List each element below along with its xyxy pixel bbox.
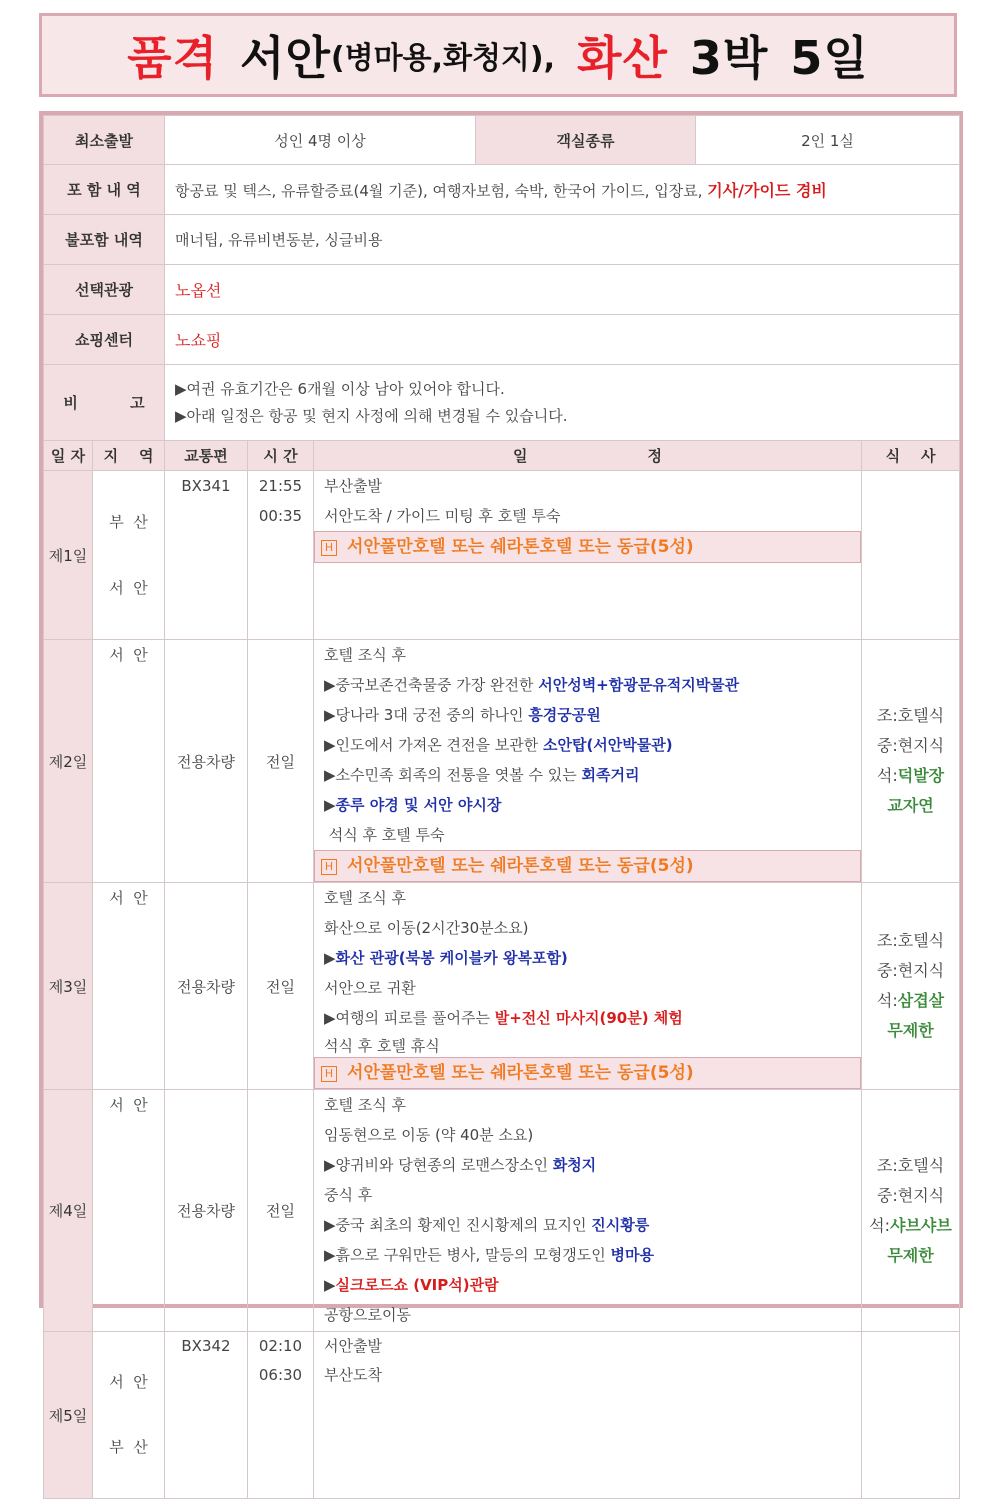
schedule-highlight: 서안성벽+함광문유적지박물관	[538, 676, 740, 694]
transport: 전용차량	[165, 1090, 248, 1332]
region-2: 부 산	[109, 1438, 148, 1456]
header-region: 지 역	[93, 441, 165, 471]
schedule-line: 공항으로이동	[324, 1306, 411, 1324]
meal-highlight: 샤브샤브	[890, 1215, 952, 1235]
schedule-text: ▶소수민족 회족의 전통을 엿볼 수 있는	[324, 766, 582, 784]
title-part1: 품격	[127, 31, 219, 85]
title-part3: (병마용,화청지),	[330, 41, 556, 76]
schedule-highlight: 발+전신 마사지(90분) 체험	[494, 1009, 683, 1027]
day-row-2	[44, 640, 960, 883]
schedule-line	[324, 790, 861, 820]
schedule-highlight: 소안탑(서안박물관)	[542, 736, 673, 754]
schedule-line: 호텔 조식 후	[324, 1096, 406, 1114]
title-part2: 서안	[240, 31, 331, 85]
incl-text: 항공료 및 텍스, 유류할증료(4월 기준), 여행자보험, 숙박, 한국어 가이드, 입장료,	[175, 182, 703, 200]
incl-label: 포 함 내 역	[44, 165, 165, 215]
schedule-line: 화산으로 이동(2시간30분소요)	[324, 919, 529, 937]
excl-value: 매너팁, 유류비변동분, 싱글비용	[165, 215, 960, 265]
meal-dinner	[862, 761, 959, 791]
schedule-line	[324, 1210, 861, 1240]
transport: 전용차량	[165, 640, 248, 883]
schedule-highlight: 회족거리	[581, 766, 640, 784]
header-meal: 식 사	[862, 441, 960, 471]
info-row-excl	[44, 215, 960, 265]
hotel-line	[314, 850, 861, 882]
schedule-highlight: 화산 관광(북봉 케이블카 왕복포함)	[335, 949, 568, 967]
transport-cell	[165, 1332, 248, 1499]
schedule-text: ▶당나라 3대 궁전 중의 하나인	[324, 706, 529, 724]
day-row-3	[44, 883, 960, 1090]
schedule-line	[324, 943, 861, 973]
meal-prefix: 석:	[869, 1215, 891, 1235]
meal-breakfast: 조:호텔식	[876, 931, 945, 950]
region-cell	[93, 640, 165, 883]
schedule-header-row	[44, 441, 960, 471]
min-label: 최소출발	[44, 116, 165, 165]
schedule-line: 호텔 조식 후	[324, 646, 406, 664]
schedule-line: 서안으로 귀환	[324, 979, 416, 997]
schedule-cell	[314, 1090, 862, 1332]
hotel-text: 서안풀만호텔 또는 쉐라톤호텔 또는 동급(5성)	[347, 1063, 694, 1083]
schedule-line: 호텔 조식 후	[324, 889, 406, 907]
header-schedule: 일 정	[314, 441, 862, 471]
schedule-cell	[314, 640, 862, 883]
schedule-text: ▶중국 최초의 황제인 진시황제의 묘지인	[324, 1216, 592, 1234]
header-time: 시 간	[248, 441, 314, 471]
info-row-shop	[44, 315, 960, 365]
day-row-1	[44, 471, 960, 640]
schedule-line	[324, 670, 861, 700]
schedule-line	[324, 1150, 861, 1180]
meal-prefix: 석:	[876, 991, 898, 1010]
time: 전일	[248, 883, 314, 1090]
time-cell	[248, 471, 314, 640]
shop-value-cell	[165, 315, 960, 365]
region-cell	[93, 471, 165, 640]
note-line-2: ▶아래 일정은 항공 및 현지 사정에 의해 변경될 수 있습니다.	[175, 406, 568, 425]
schedule-line: 석식 후 호텔 휴식	[324, 1037, 440, 1055]
schedule-line	[324, 1240, 861, 1270]
day-label: 제2일	[44, 640, 93, 883]
schedule-text: ▶	[324, 949, 336, 967]
meal-dinner-2: 무제한	[887, 1245, 934, 1265]
meal-cell	[862, 640, 960, 883]
schedule-line: 서안출발	[324, 1337, 382, 1355]
day-label: 제1일	[44, 471, 93, 640]
meal-lunch: 중:현지식	[876, 961, 945, 980]
region-cell	[93, 1090, 165, 1332]
schedule-highlight: 흥경궁공원	[528, 706, 601, 724]
region-1: 서 안	[109, 889, 148, 907]
meal-cell	[862, 1090, 960, 1332]
title-part4: 화산	[577, 31, 668, 85]
room-value: 2인 1실	[696, 116, 960, 165]
schedule-line: 임동현으로 이동 (약 40분 소요)	[324, 1126, 534, 1144]
meal-prefix: 석:	[876, 766, 898, 785]
schedule-line: 서안도착 / 가이드 미팅 후 호텔 투숙	[324, 507, 561, 525]
schedule-cell	[314, 883, 862, 1090]
schedule-highlight: 화청지	[552, 1156, 597, 1174]
info-row-min	[44, 116, 960, 165]
schedule-line: 중식 후	[324, 1186, 373, 1204]
time-1: 21:55	[258, 477, 303, 495]
note-line-1: ▶여권 유효기간은 6개월 이상 남아 있어야 합니다.	[175, 379, 505, 398]
option-label: 선택관광	[44, 265, 165, 315]
schedule-highlight: 진시황릉	[591, 1216, 650, 1234]
info-row-incl	[44, 165, 960, 215]
transport: 전용차량	[165, 883, 248, 1090]
hotel-text: 서안풀만호텔 또는 쉐라톤호텔 또는 동급(5성)	[347, 856, 694, 876]
meal-breakfast: 조:호텔식	[876, 706, 945, 725]
option-value: 노옵션	[175, 281, 222, 300]
meal-breakfast: 조:호텔식	[876, 1155, 945, 1175]
region-cell	[93, 1332, 165, 1499]
hotel-icon: H	[321, 859, 337, 875]
schedule-line	[324, 730, 861, 760]
meal-dinner-2: 교자연	[887, 796, 934, 815]
meal-highlight: 삼겹살	[897, 991, 945, 1010]
note-value	[165, 365, 960, 441]
meal-cell	[862, 1332, 960, 1499]
option-value-cell	[165, 265, 960, 315]
transport: BX341	[181, 477, 231, 495]
day-label: 제3일	[44, 883, 93, 1090]
day-label: 제4일	[44, 1090, 93, 1332]
schedule-line	[324, 760, 861, 790]
schedule-line: 부산출발	[324, 477, 382, 495]
page-title	[39, 13, 957, 97]
region-1: 서 안	[109, 1373, 148, 1391]
time-1: 02:10	[258, 1337, 303, 1355]
incl-value	[165, 165, 960, 215]
hotel-text: 서안풀만호텔 또는 쉐라톤호텔 또는 동급(5성)	[347, 537, 694, 557]
time-2: 06:30	[258, 1366, 303, 1384]
schedule-line	[324, 1003, 861, 1033]
day-row-5	[44, 1332, 960, 1499]
time-cell	[248, 1332, 314, 1499]
time: 전일	[248, 1090, 314, 1332]
transport: BX342	[181, 1337, 231, 1355]
schedule-line: 부산도착	[324, 1366, 382, 1384]
day-label: 제5일	[44, 1332, 93, 1499]
header-transport: 교통편	[165, 441, 248, 471]
schedule-cell	[314, 471, 862, 640]
region-1: 서 안	[109, 1096, 148, 1114]
schedule-text: ▶중국보존건축물중 가장 완전한	[324, 676, 539, 694]
meal-cell	[862, 883, 960, 1090]
note-label: 비 고	[44, 365, 165, 441]
shop-value: 노쇼핑	[175, 331, 222, 350]
meal-cell	[862, 471, 960, 640]
room-label: 객실종류	[476, 116, 696, 165]
schedule-highlight: 실크로드쇼 (VIP석)관람	[335, 1276, 499, 1294]
min-value: 성인 4명 이상	[165, 116, 476, 165]
region-cell	[93, 883, 165, 1090]
hotel-line	[314, 531, 861, 563]
title-part6: 5일	[790, 31, 869, 85]
schedule-text: ▶인도에서 가져온 견전을 보관한	[324, 736, 543, 754]
meal-dinner	[862, 1211, 959, 1241]
incl-red-text: 기사/가이드 경비	[707, 181, 827, 200]
day-row-4	[44, 1090, 960, 1332]
meal-dinner-2: 무제한	[887, 1021, 934, 1040]
meal-lunch: 중:현지식	[876, 1185, 945, 1205]
transport-cell	[165, 471, 248, 640]
title-part5: 3박	[689, 31, 769, 85]
schedule-cell	[314, 1332, 862, 1499]
time-2: 00:35	[258, 507, 303, 525]
schedule-text: ▶여행의 피로를 풀어주는	[324, 1009, 495, 1027]
hotel-line	[314, 1057, 861, 1089]
itinerary-table	[43, 115, 960, 1499]
schedule-highlight: 병마용	[610, 1246, 654, 1264]
schedule-line	[324, 1270, 861, 1300]
shop-label: 쇼핑센터	[44, 315, 165, 365]
schedule-line: 석식 후 호텔 투숙	[324, 826, 445, 844]
region-1: 부 산	[109, 513, 148, 531]
schedule-text: ▶흙으로 구워만든 병사, 말등의 모형갱도인	[324, 1246, 611, 1264]
hotel-icon: H	[321, 1066, 337, 1082]
time: 전일	[248, 640, 314, 883]
header-day: 일 자	[44, 441, 93, 471]
meal-lunch: 중:현지식	[876, 736, 945, 755]
info-row-option	[44, 265, 960, 315]
meal-dinner	[862, 986, 959, 1016]
hotel-icon: H	[321, 540, 337, 556]
excl-label: 불포함 내역	[44, 215, 165, 265]
schedule-text: ▶	[324, 796, 336, 814]
schedule-text: ▶	[324, 1276, 336, 1294]
meal-highlight: 덕발장	[897, 766, 945, 785]
region-2: 서 안	[109, 579, 148, 597]
schedule-line	[324, 700, 861, 730]
schedule-highlight: 종루 야경 및 서안 야시장	[335, 796, 502, 814]
region-1: 서 안	[109, 646, 148, 664]
schedule-text: ▶양귀비와 당현종의 로맨스장소인	[324, 1156, 553, 1174]
info-row-note	[44, 365, 960, 441]
